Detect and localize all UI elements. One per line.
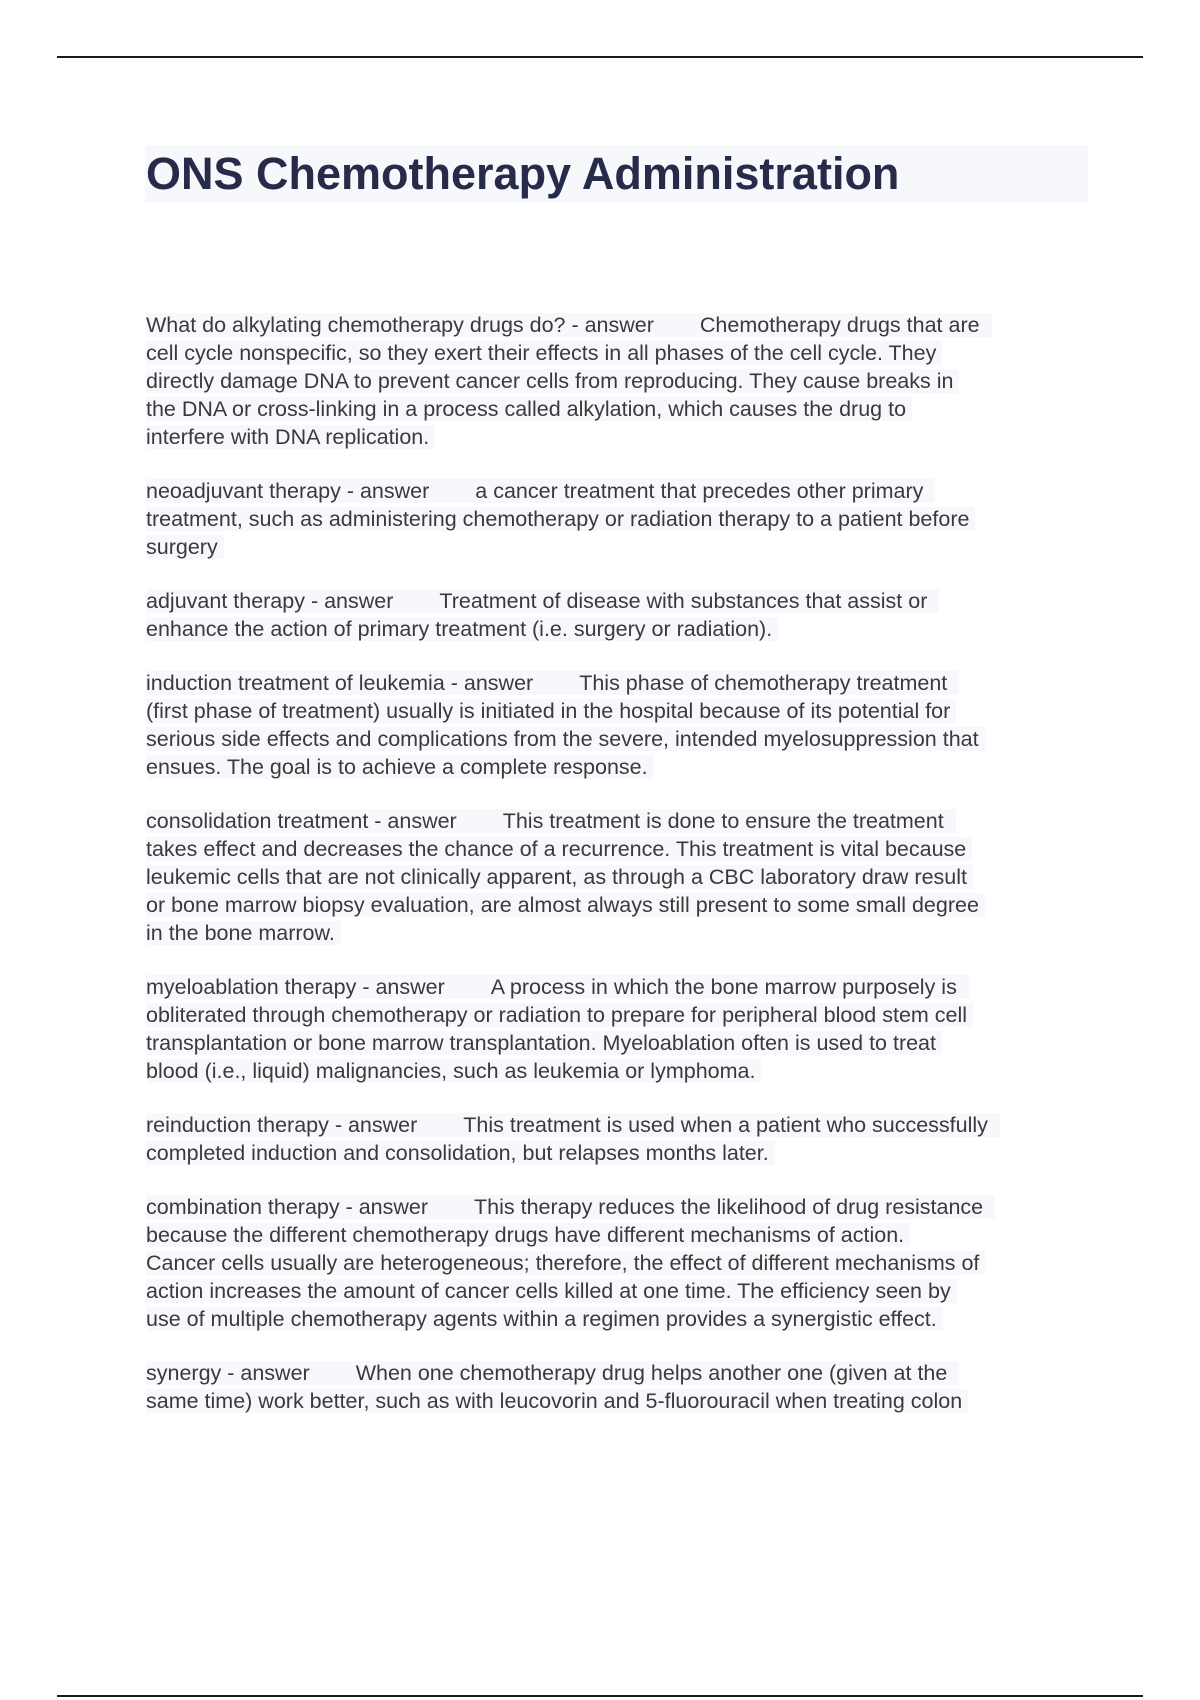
- flashcard: [146, 311, 1086, 451]
- flashcard: [146, 1193, 1086, 1333]
- card-line: leukemic cells that are not clinically apparent, as through a CBC laboratory draw result: [146, 863, 1086, 891]
- card-line: [146, 1193, 1086, 1221]
- card-term: myeloablation therapy - answer: [146, 975, 451, 999]
- card-line: transplantation or bone marrow transplantation. Myeloablation often is used to treat: [146, 1029, 1086, 1057]
- card-line: treatment, such as administering chemotherapy or radiation therapy to a patient before: [146, 505, 1086, 533]
- card-line: because the different chemotherapy drugs have different mechanisms of action.: [146, 1221, 1086, 1249]
- card-term: induction treatment of leukemia - answer: [146, 671, 539, 695]
- card-line: [146, 311, 1086, 339]
- flashcard: [146, 669, 1086, 781]
- card-line: interfere with DNA replication.: [146, 423, 1086, 451]
- card-term: adjuvant therapy - answer: [146, 589, 399, 613]
- card-answer: This treatment is done to ensure the treatment: [503, 809, 950, 833]
- card-line: action increases the amount of cancer cells killed at one time. The efficiency seen by: [146, 1277, 1086, 1305]
- card-term: What do alkylating chemotherapy drugs do? - answer: [146, 313, 660, 337]
- card-answer: When one chemotherapy drug helps another one (given at the: [356, 1361, 954, 1385]
- flashcard-list: [146, 311, 1086, 1441]
- page-title: ONS Chemotherapy Administration: [146, 148, 900, 199]
- card-term: combination therapy - answer: [146, 1195, 434, 1219]
- card-line: [146, 1111, 1086, 1139]
- card-line: same time) work better, such as with leucovorin and 5-fluorouracil when treating colon: [146, 1387, 1086, 1415]
- card-line: [146, 1359, 1086, 1387]
- card-line: in the bone marrow.: [146, 919, 1086, 947]
- flashcard: [146, 807, 1086, 947]
- bottom-divider: [57, 1695, 1143, 1697]
- card-line: takes effect and decreases the chance of a recurrence. This treatment is vital because: [146, 835, 1086, 863]
- card-line: (first phase of treatment) usually is initiated in the hospital because of its potential for: [146, 697, 1086, 725]
- card-line: cell cycle nonspecific, so they exert their effects in all phases of the cell cycle. They: [146, 339, 1086, 367]
- card-answer: A process in which the bone marrow purposely is: [491, 975, 963, 999]
- flashcard: [146, 1111, 1086, 1167]
- card-line: or bone marrow biopsy evaluation, are almost always still present to some small degree: [146, 891, 1086, 919]
- card-answer: This phase of chemotherapy treatment: [579, 671, 953, 695]
- top-divider: [57, 56, 1143, 58]
- card-line: completed induction and consolidation, but relapses months later.: [146, 1139, 1086, 1167]
- card-line: [146, 973, 1086, 1001]
- card-line: surgery: [146, 533, 1086, 561]
- card-line: directly damage DNA to prevent cancer cells from reproducing. They cause breaks in: [146, 367, 1086, 395]
- card-line: obliterated through chemotherapy or radiation to prepare for peripheral blood stem cell: [146, 1001, 1086, 1029]
- flashcard: [146, 587, 1086, 643]
- flashcard: [146, 1359, 1086, 1415]
- card-line: [146, 807, 1086, 835]
- card-line: ensues. The goal is to achieve a complete response.: [146, 753, 1086, 781]
- card-answer: This therapy reduces the likelihood of drug resistance: [474, 1195, 989, 1219]
- flashcard: [146, 973, 1086, 1085]
- card-line: Cancer cells usually are heterogeneous; therefore, the effect of different mechanisms of: [146, 1249, 1086, 1277]
- flashcard: [146, 477, 1086, 561]
- card-line: the DNA or cross-linking in a process called alkylation, which causes the drug to: [146, 395, 1086, 423]
- card-term: synergy - answer: [146, 1361, 316, 1385]
- card-answer: Treatment of disease with substances that assist or: [439, 589, 933, 613]
- card-term: reinduction therapy - answer: [146, 1113, 423, 1137]
- card-line: [146, 477, 1086, 505]
- card-answer: Chemotherapy drugs that are: [700, 313, 986, 337]
- card-line: blood (i.e., liquid) malignancies, such as leukemia or lymphoma.: [146, 1057, 1086, 1085]
- card-line: use of multiple chemotherapy agents within a regimen provides a synergistic effect.: [146, 1305, 1086, 1333]
- card-line: enhance the action of primary treatment (i.e. surgery or radiation).: [146, 615, 1086, 643]
- card-answer: a cancer treatment that precedes other primary: [475, 479, 929, 503]
- card-answer: This treatment is used when a patient who successfully: [463, 1113, 994, 1137]
- card-term: neoadjuvant therapy - answer: [146, 479, 435, 503]
- card-line: [146, 587, 1086, 615]
- card-line: serious side effects and complications from the severe, intended myelosuppression that: [146, 725, 1086, 753]
- card-line: [146, 669, 1086, 697]
- card-term: consolidation treatment - answer: [146, 809, 463, 833]
